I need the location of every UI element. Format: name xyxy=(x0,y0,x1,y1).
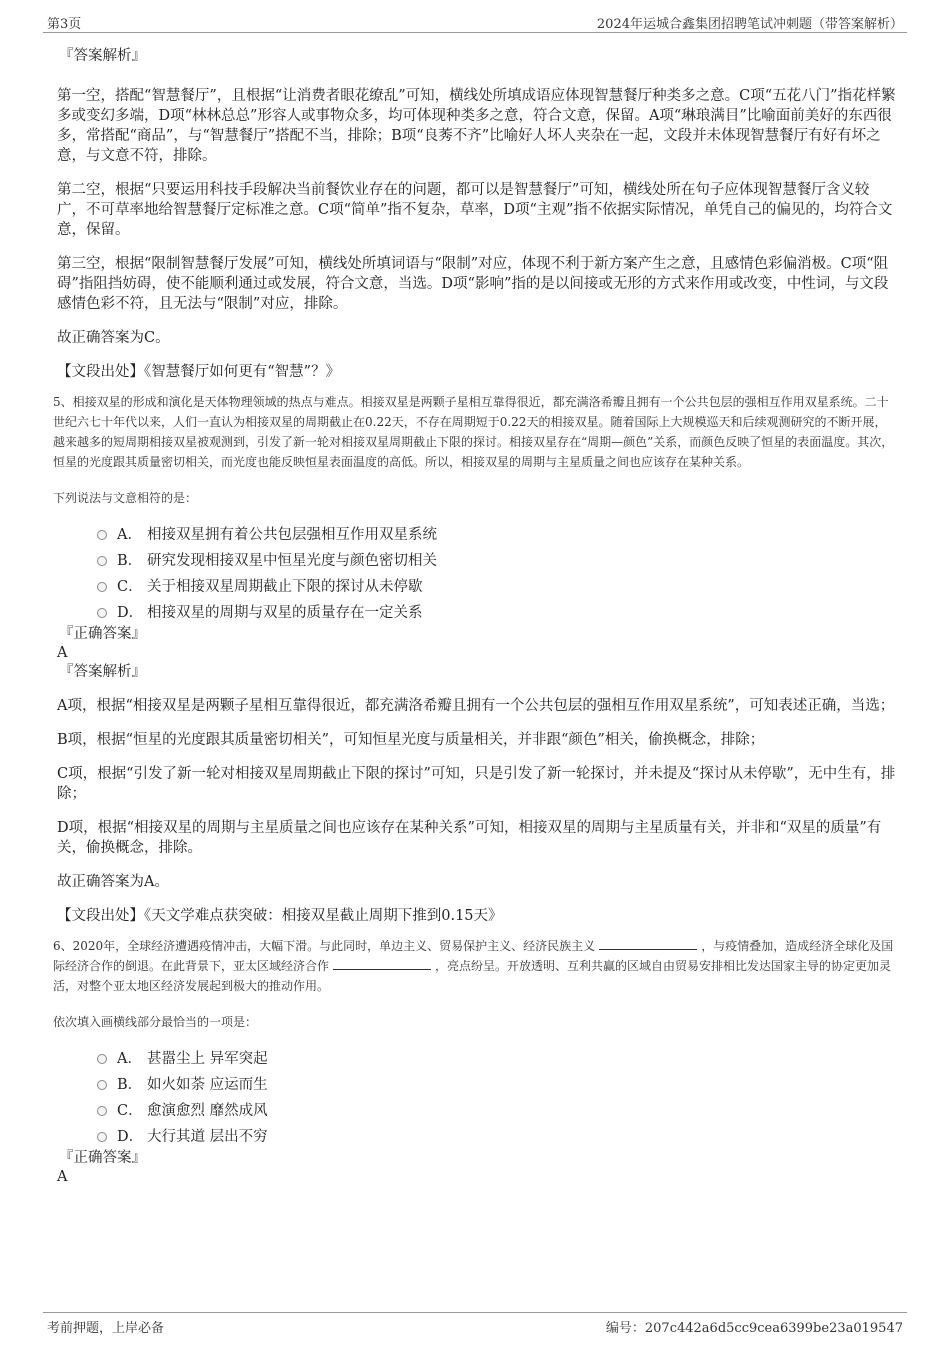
q5-option-c[interactable] xyxy=(97,572,897,598)
option-letter: D． xyxy=(117,604,144,621)
q4-source: 【文段出处】《智慧餐厅如何更有“智慧”？》 xyxy=(57,364,341,380)
radio-icon[interactable] xyxy=(97,530,107,540)
q5-source: 【文段出处】《天文学难点获突破：相接双星截止周期下推到0.15天》 xyxy=(57,908,503,924)
option-letter: A． xyxy=(117,1050,142,1067)
option-letter: D． xyxy=(117,1128,144,1145)
page-header xyxy=(43,10,907,33)
page-number: 第3页 xyxy=(47,17,82,32)
q5-stem: 5、相接双星的形成和演化是天体物理领域的热点与难点。相接双星是两颗子星相互靠得很近，都充满洛希瓣且拥有一个公共包层的强相互作用双星系统。二十世纪六七十年代以来，人们一直认为相接双星的周期截止在0.22天，不存在周期短于0.22天的相接双星。随着国际上大规模巡天和后续观测研究的不断开展，越来越多的短周期相接双星被观测到，引发了新一轮对相接双星周期截止下限的探讨。相接双星存在“周期—颜色”关系，而颜色反映了恒星的表面温度。其次，恒星的光度跟其质量密切相关，而光度也能反映恒星表面温度的高低。所以，相接双星的周期与主星质量之间也应该存在某种关系。 xyxy=(53,395,894,469)
q5-analysis-b: B项，根据“恒星的光度跟其质量密切相关”，可知恒星光度与质量相关，并非跟“颜色”相关，偷换概念，排除； xyxy=(57,732,765,748)
page-footer xyxy=(43,1312,907,1335)
option-text: 大行其道 层出不穷 xyxy=(147,1128,268,1145)
footer-slogan: 考前押题，上岸必备 xyxy=(47,1321,165,1336)
q6-option-b[interactable] xyxy=(97,1070,897,1096)
q4-conclusion: 故正确答案为C。 xyxy=(57,330,170,346)
option-text: 相接双星的周期与双星的质量存在一定关系 xyxy=(147,604,423,621)
option-letter: B． xyxy=(117,552,143,569)
q6-stem-part-1: 6、2020年，全球经济遭遇疫情冲击，大幅下滑。与此同时，单边主义、贸易保护主义、经济民族主义 xyxy=(53,939,596,953)
option-letter: C． xyxy=(117,1102,143,1119)
q5-prompt: 下列说法与文意相符的是： xyxy=(53,491,198,505)
main-content xyxy=(53,46,897,1186)
option-letter: B． xyxy=(117,1076,143,1093)
q5-answer: A xyxy=(57,645,68,661)
q6-prompt: 依次填入画横线部分最恰当的一项是： xyxy=(53,1015,258,1029)
option-letter: A． xyxy=(117,526,142,543)
radio-icon[interactable] xyxy=(97,1132,107,1142)
option-letter: C． xyxy=(117,578,143,595)
radio-icon[interactable] xyxy=(97,1106,107,1116)
q4-analysis-paragraph-2: 第二空，根据“只要运用科技手段解决当前餐饮业存在的问题，都可以是智慧餐厅”可知，横线处所在句子应体现智慧餐厅含义较广，不可草率地给智慧餐厅定标准之意。C项“简单”指不复杂，草率，D项“主观”指不依据实际情况，单凭自己的偏见的，均符合文意，保留。 xyxy=(57,182,893,238)
option-text: 研究发现相接双星中恒星光度与颜色密切相关 xyxy=(147,552,437,569)
q5-option-d[interactable] xyxy=(97,598,897,624)
radio-icon[interactable] xyxy=(97,1054,107,1064)
q6-option-d[interactable] xyxy=(97,1122,897,1148)
q5-analysis-label: 『答案解析』 xyxy=(59,664,146,680)
q5-options xyxy=(97,520,897,624)
option-text: 愈演愈烈 靡然成风 xyxy=(147,1102,268,1119)
q5-analysis-a: A项，根据“相接双星是两颗子星相互靠得很近，都充满洛希瓣且拥有一个公共包层的强相互作用双星系统”，可知表述正确，当选； xyxy=(57,698,895,714)
q4-analysis-paragraph-1: 第一空，搭配“智慧餐厅”，且根据“让消费者眼花缭乱”可知，横线处所填成语应体现智慧餐厅种类多之意。C项“五花八门”指花样繁多或变幻多端，D项“林林总总”形容人或事物众多，均可体现种类多之意，符合文意，保留。A项“琳琅满目”比喻面前美好的东西很多，常搭配“商品”，与“智慧餐厅”搭配不当，排除；B项“良莠不齐”比喻好人坏人夹杂在一起，文段并未体现智慧餐厅有好有坏之意，与文意不符，排除。 xyxy=(57,88,896,164)
q5-analysis-c: C项，根据“引发了新一轮对相接双星周期截止下限的探讨”可知，只是引发了新一轮探讨，并未提及“探讨从未停歇”，无中生有，排除； xyxy=(57,766,896,802)
option-text: 甚嚣尘上 异军突起 xyxy=(147,1050,268,1067)
q5-conclusion: 故正确答案为A。 xyxy=(57,874,169,890)
fill-blank-1 xyxy=(599,937,697,950)
q5-answer-label: 『正确答案』 xyxy=(59,626,146,642)
radio-icon[interactable] xyxy=(97,582,107,592)
q6-answer: A xyxy=(57,1169,68,1185)
q6-stem-part-3: ，亮点纷呈。开放透明、互利共赢的区域自由贸易安排相比发达国家主导的协定更加灵活，对整个亚太地区经济发展起到极大的推动作用。 xyxy=(53,959,892,993)
q4-analysis-paragraph-3: 第三空，根据“限制智慧餐厅发展”可知，横线处所填词语与“限制”对应，体现不利于新方案产生之意，且感情色彩偏消极。C项“阻碍”指阻挡妨碍，使不能顺利通过或发展，符合文意，当选。D项“影响”指的是以间接或无形的方式来作用或改变，中性词，与文段感情色彩不符，且无法与“限制”对应，排除。 xyxy=(57,256,889,312)
q6-options xyxy=(97,1044,897,1148)
radio-icon[interactable] xyxy=(97,1080,107,1090)
q5-option-b[interactable] xyxy=(97,546,897,572)
option-text: 相接双星拥有着公共包层强相互作用双星系统 xyxy=(147,526,437,543)
q5-option-a[interactable] xyxy=(97,520,897,546)
q6-stem xyxy=(53,936,897,996)
q6-stem-part-2: ，与疫情叠加，造成经济全球化及国际经济合作的倒退。在此背景下，亚太区域经济合作 xyxy=(53,939,894,973)
radio-icon[interactable] xyxy=(97,608,107,618)
radio-icon[interactable] xyxy=(97,556,107,566)
q6-option-c[interactable] xyxy=(97,1096,897,1122)
q6-answer-label: 『正确答案』 xyxy=(59,1150,146,1166)
option-text: 关于相接双星周期截止下限的探讨从未停歇 xyxy=(147,578,423,595)
q6-option-a[interactable] xyxy=(97,1044,897,1070)
q4-analysis-label: 『答案解析』 xyxy=(59,48,146,64)
q5-analysis-d: D项，根据“相接双星的周期与主星质量之间也应该存在某种关系”可知，相接双星的周期与主星质量有关，并非和“双星的质量”有关，偷换概念，排除。 xyxy=(57,820,882,856)
document-code: 编号：207c442a6d5cc9cea6399be23a019547 xyxy=(605,1321,903,1336)
fill-blank-2 xyxy=(333,957,431,970)
option-text: 如火如荼 应运而生 xyxy=(147,1076,268,1093)
document-title: 2024年运城合鑫集团招聘笔试冲刺题（带答案解析） xyxy=(596,17,903,32)
